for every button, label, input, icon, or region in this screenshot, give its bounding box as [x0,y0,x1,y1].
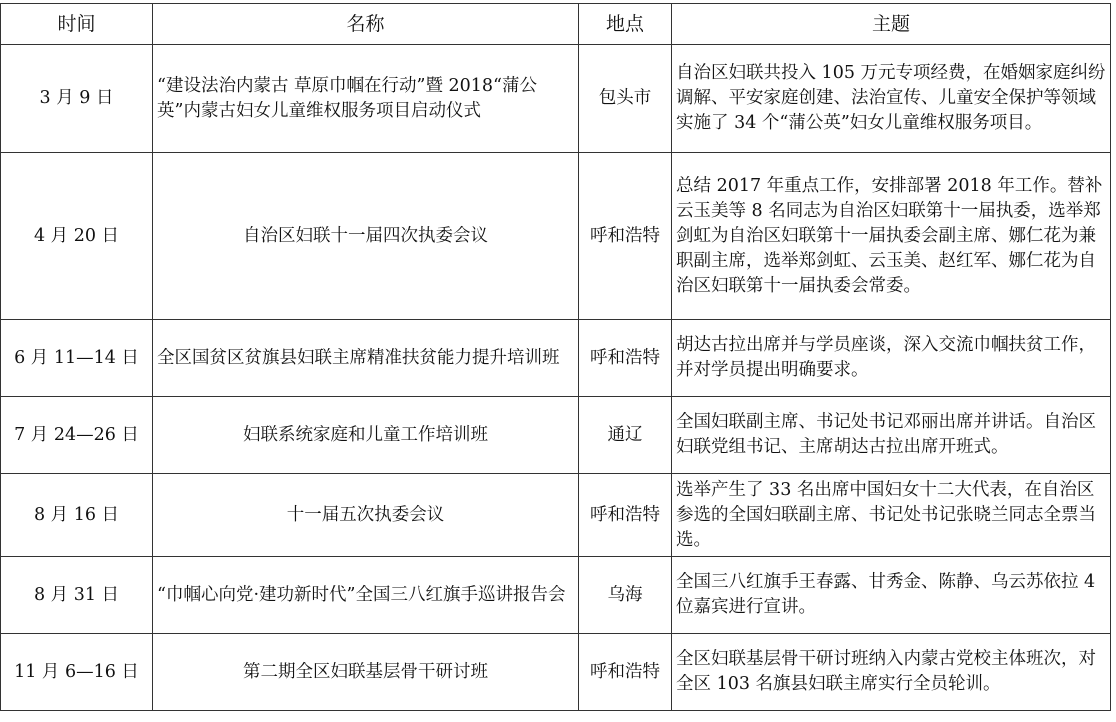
cell-name: 妇联系统家庭和儿童工作培训班 [153,397,579,474]
cell-place: 包头市 [579,45,672,153]
table-row [1,557,1111,634]
cell-place: 呼和浩特 [579,320,672,397]
cell-name: 十一届五次执委会议 [153,474,579,557]
cell-place: 呼和浩特 [579,153,672,320]
cell-time: 3 月 9 日 [1,45,153,153]
cell-topic: 全国妇联副主席、书记处书记邓丽出席并讲话。自治区妇联党组书记、主席胡达古拉出席开班式。 [672,397,1111,474]
table-header [1,4,1111,45]
header-name: 名称 [153,4,579,45]
cell-topic: 全国三八红旗手王春露、甘秀金、陈静、乌云苏依拉 4 位嘉宾进行宣讲。 [672,557,1111,634]
cell-time: 8 月 16 日 [1,474,153,557]
table-row [1,45,1111,153]
cell-name: 全区国贫区贫旗县妇联主席精准扶贫能力提升培训班 [153,320,579,397]
table-row [1,474,1111,557]
cell-time: 11 月 6—16 日 [1,634,153,711]
header-place: 地点 [579,4,672,45]
cell-topic: 全区妇联基层骨干研讨班纳入内蒙古党校主体班次，对全区 103 名旗县妇联主席实行全员轮训。 [672,634,1111,711]
table-row [1,153,1111,320]
table-row [1,320,1111,397]
events-table [0,3,1111,711]
cell-place: 通辽 [579,397,672,474]
cell-time: 8 月 31 日 [1,557,153,634]
cell-place: 乌海 [579,557,672,634]
cell-name: “建设法治内蒙古 草原巾帼在行动”暨 2018“蒲公英”内蒙古妇女儿童维权服务项目启动仪式 [153,45,579,153]
cell-topic: 总结 2017 年重点工作，安排部署 2018 年工作。替补云玉美等 8 名同志为自治区妇联第十一届执委，选举郑剑虹为自治区妇联第十一届执委会副主席、娜仁花为兼职副主席，选举郑剑虹、云玉美、赵红军、娜仁花为自治区妇联第十一届执委会常委。 [672,153,1111,320]
cell-name: 自治区妇联十一届四次执委会议 [153,153,579,320]
cell-name: “巾帼心向党·建功新时代”全国三八红旗手巡讲报告会 [153,557,579,634]
table-body [1,45,1111,711]
table-row [1,397,1111,474]
cell-place: 呼和浩特 [579,474,672,557]
table-row [1,634,1111,711]
cell-time: 6 月 11—14 日 [1,320,153,397]
header-row [1,4,1111,45]
header-topic: 主题 [672,4,1111,45]
cell-time: 7 月 24—26 日 [1,397,153,474]
cell-topic: 胡达古拉出席并与学员座谈，深入交流巾帼扶贫工作，并对学员提出明确要求。 [672,320,1111,397]
header-time: 时间 [1,4,153,45]
cell-topic: 自治区妇联共投入 105 万元专项经费，在婚姻家庭纠纷调解、平安家庭创建、法治宣传、儿童安全保护等领域实施了 34 个“蒲公英”妇女儿童维权服务项目。 [672,45,1111,153]
cell-topic: 选举产生了 33 名出席中国妇女十二大代表，在自治区参选的全国妇联副主席、书记处书记张晓兰同志全票当选。 [672,474,1111,557]
cell-place: 呼和浩特 [579,634,672,711]
cell-name: 第二期全区妇联基层骨干研讨班 [153,634,579,711]
cell-time: 4 月 20 日 [1,153,153,320]
